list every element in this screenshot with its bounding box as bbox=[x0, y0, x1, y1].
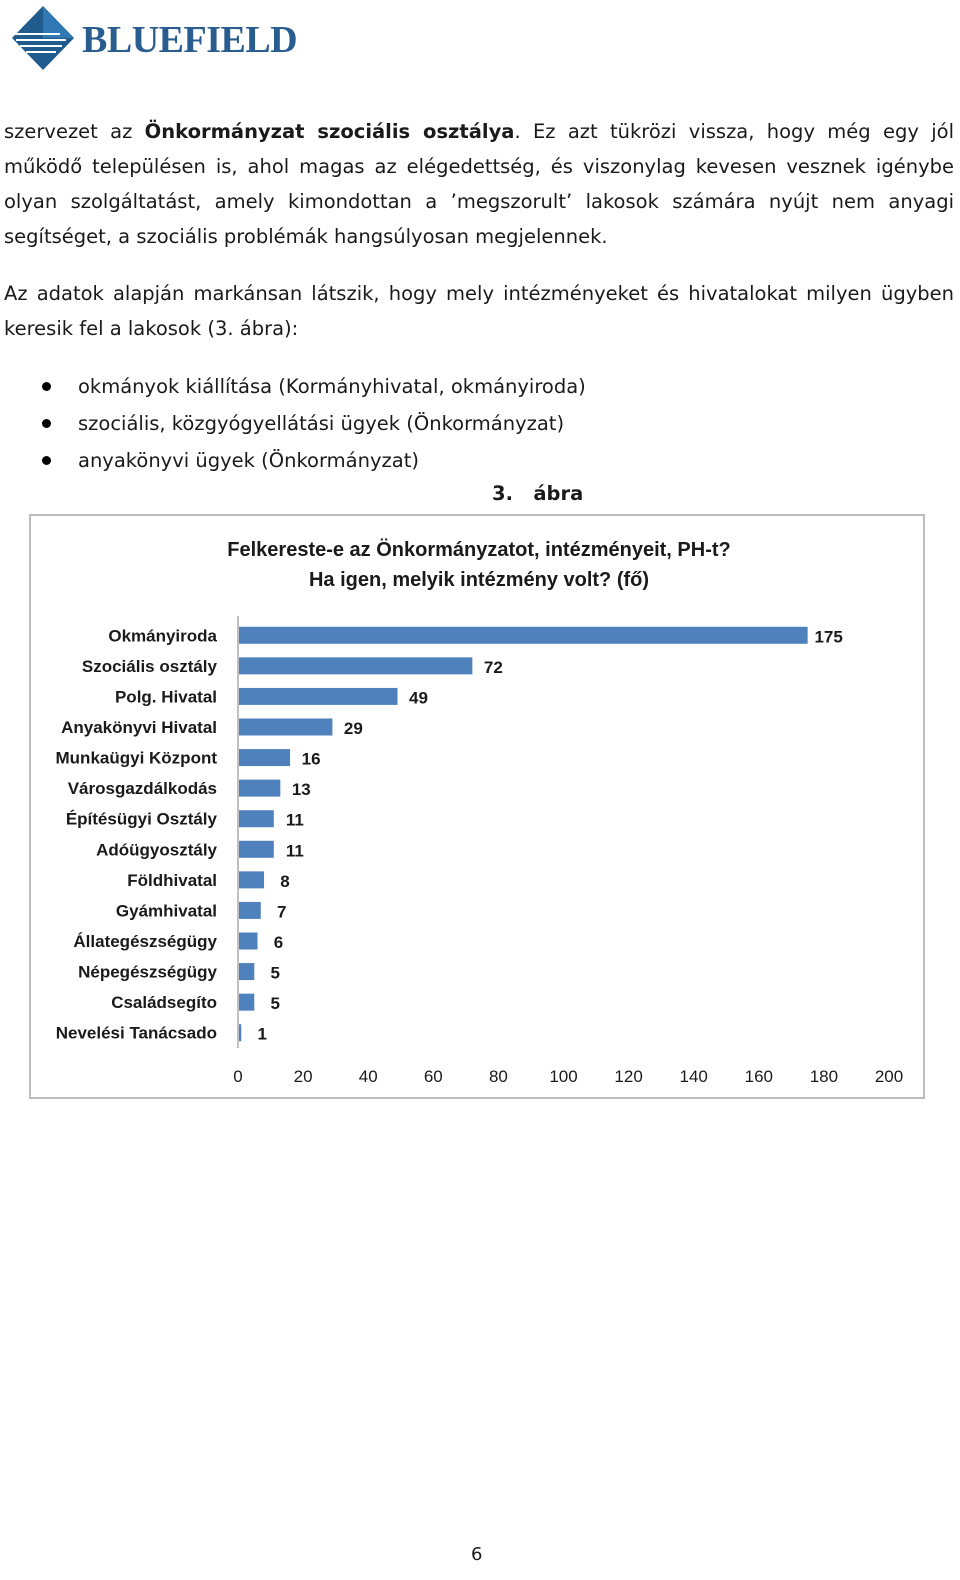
logo-text: BLUEFIELD bbox=[82, 19, 298, 61]
category-label: Földhivatal bbox=[127, 870, 217, 890]
bar bbox=[239, 933, 258, 950]
category-label: Városgazdálkodás bbox=[67, 779, 217, 799]
category-label: Anyakönyvi Hivatal bbox=[61, 718, 217, 737]
category-label: Építésügyi Osztály bbox=[65, 809, 217, 829]
x-tick-label: 200 bbox=[874, 1067, 904, 1086]
x-tick-label: 0 bbox=[233, 1067, 243, 1086]
data-label: 11 bbox=[285, 810, 304, 830]
data-label: 49 bbox=[409, 688, 428, 708]
data-label: 16 bbox=[301, 749, 321, 769]
category-label: Gyámhivatal bbox=[115, 901, 217, 921]
x-tick-label: 80 bbox=[488, 1067, 508, 1086]
data-label: 1 bbox=[257, 1024, 267, 1044]
x-tick-label: 140 bbox=[679, 1067, 708, 1086]
bar bbox=[239, 841, 274, 858]
logo-mark-icon bbox=[10, 4, 76, 70]
bullet-item bbox=[40, 405, 586, 442]
x-tick-label: 100 bbox=[549, 1067, 578, 1086]
category-label: Polg. Hivatal bbox=[114, 687, 217, 707]
data-label: 11 bbox=[285, 841, 304, 861]
bar-chart bbox=[31, 516, 923, 1097]
bullet-dot-icon bbox=[42, 382, 51, 391]
figure-caption: 3. ábra bbox=[492, 482, 584, 505]
paragraph-2: Az adatok alapján markánsan látszik, hogy mely intézményeket és hivatalokat milyen ügyben keresik fel a lakosok (3. ábra): bbox=[4, 282, 954, 340]
chart-title-line-1: Felkereste-e az Önkormányzatot, intézményeit, PH-t? bbox=[227, 539, 731, 561]
bar bbox=[239, 749, 290, 766]
bullet-item bbox=[40, 368, 586, 405]
data-label: 5 bbox=[270, 994, 281, 1014]
category-label: Családsegíto bbox=[111, 993, 217, 1013]
bullet-dot-icon bbox=[42, 419, 51, 428]
x-tick-label: 40 bbox=[358, 1067, 378, 1086]
x-tick-label: 20 bbox=[293, 1067, 313, 1086]
data-label: 72 bbox=[483, 657, 503, 677]
bullet-text: anyakönyvi ügyek (Önkormányzat) bbox=[78, 449, 419, 472]
category-label: Munkaügyi Központ bbox=[55, 748, 217, 768]
bullet-list bbox=[40, 368, 586, 479]
data-label: 13 bbox=[291, 780, 311, 800]
bar bbox=[239, 810, 274, 827]
bar bbox=[239, 780, 280, 797]
paragraph-1 bbox=[4, 114, 954, 254]
bar bbox=[239, 1024, 241, 1041]
bullet-text: szociális, közgyógyellátási ügyek (Önkormányzat) bbox=[78, 412, 565, 435]
bar bbox=[239, 963, 254, 980]
paragraph-1-bold: Önkormányzat szociális osztálya bbox=[144, 120, 515, 143]
category-label: Szociális osztály bbox=[81, 656, 217, 676]
paragraph-1-start: szervezet az bbox=[4, 120, 145, 143]
bluefield-logo bbox=[10, 4, 298, 70]
bar bbox=[239, 902, 261, 919]
category-label: Nevelési Tanácsado bbox=[55, 1023, 217, 1043]
bullet-text: okmányok kiállítása (Kormányhivatal, okmányiroda) bbox=[78, 375, 586, 398]
chart-frame bbox=[29, 514, 925, 1099]
chart-title-line-2: Ha igen, melyik intézmény volt? (fő) bbox=[308, 569, 650, 591]
data-label: 7 bbox=[277, 902, 287, 922]
data-label: 175 bbox=[814, 627, 843, 647]
bar bbox=[239, 688, 397, 705]
bar bbox=[239, 627, 808, 644]
bar bbox=[239, 719, 332, 736]
category-label: Állategészségügy bbox=[73, 932, 217, 951]
data-label: 29 bbox=[343, 719, 363, 738]
x-tick-label: 160 bbox=[744, 1067, 773, 1086]
x-tick-label: 180 bbox=[809, 1067, 839, 1086]
bar bbox=[239, 871, 264, 888]
bullet-dot-icon bbox=[42, 456, 51, 465]
data-label: 6 bbox=[273, 933, 284, 952]
bar bbox=[239, 994, 254, 1011]
data-label: 5 bbox=[270, 963, 281, 983]
category-label: Okmányiroda bbox=[108, 626, 217, 646]
x-tick-label: 120 bbox=[614, 1067, 643, 1086]
x-tick-label: 60 bbox=[423, 1067, 443, 1086]
category-label: Népegészségügy bbox=[78, 962, 217, 982]
page-number: 6 bbox=[471, 1544, 483, 1565]
data-label: 8 bbox=[280, 871, 290, 891]
category-label: Adóügyosztály bbox=[96, 840, 217, 860]
bar bbox=[239, 657, 472, 674]
bullet-item bbox=[40, 442, 586, 479]
paragraph-1-end: . Ez azt tükrözi vissza, hogy még egy jól működő településen is, ahol magas az elégedettség, és viszonylag kevesen vesznek igénybe olyan szolgáltatást, amely kimondottan a ’megszorult’ lakosok számára nyújt nem anyagi segítséget, a szociális problémák hangsúlyosan megjelennek. bbox=[4, 120, 954, 248]
